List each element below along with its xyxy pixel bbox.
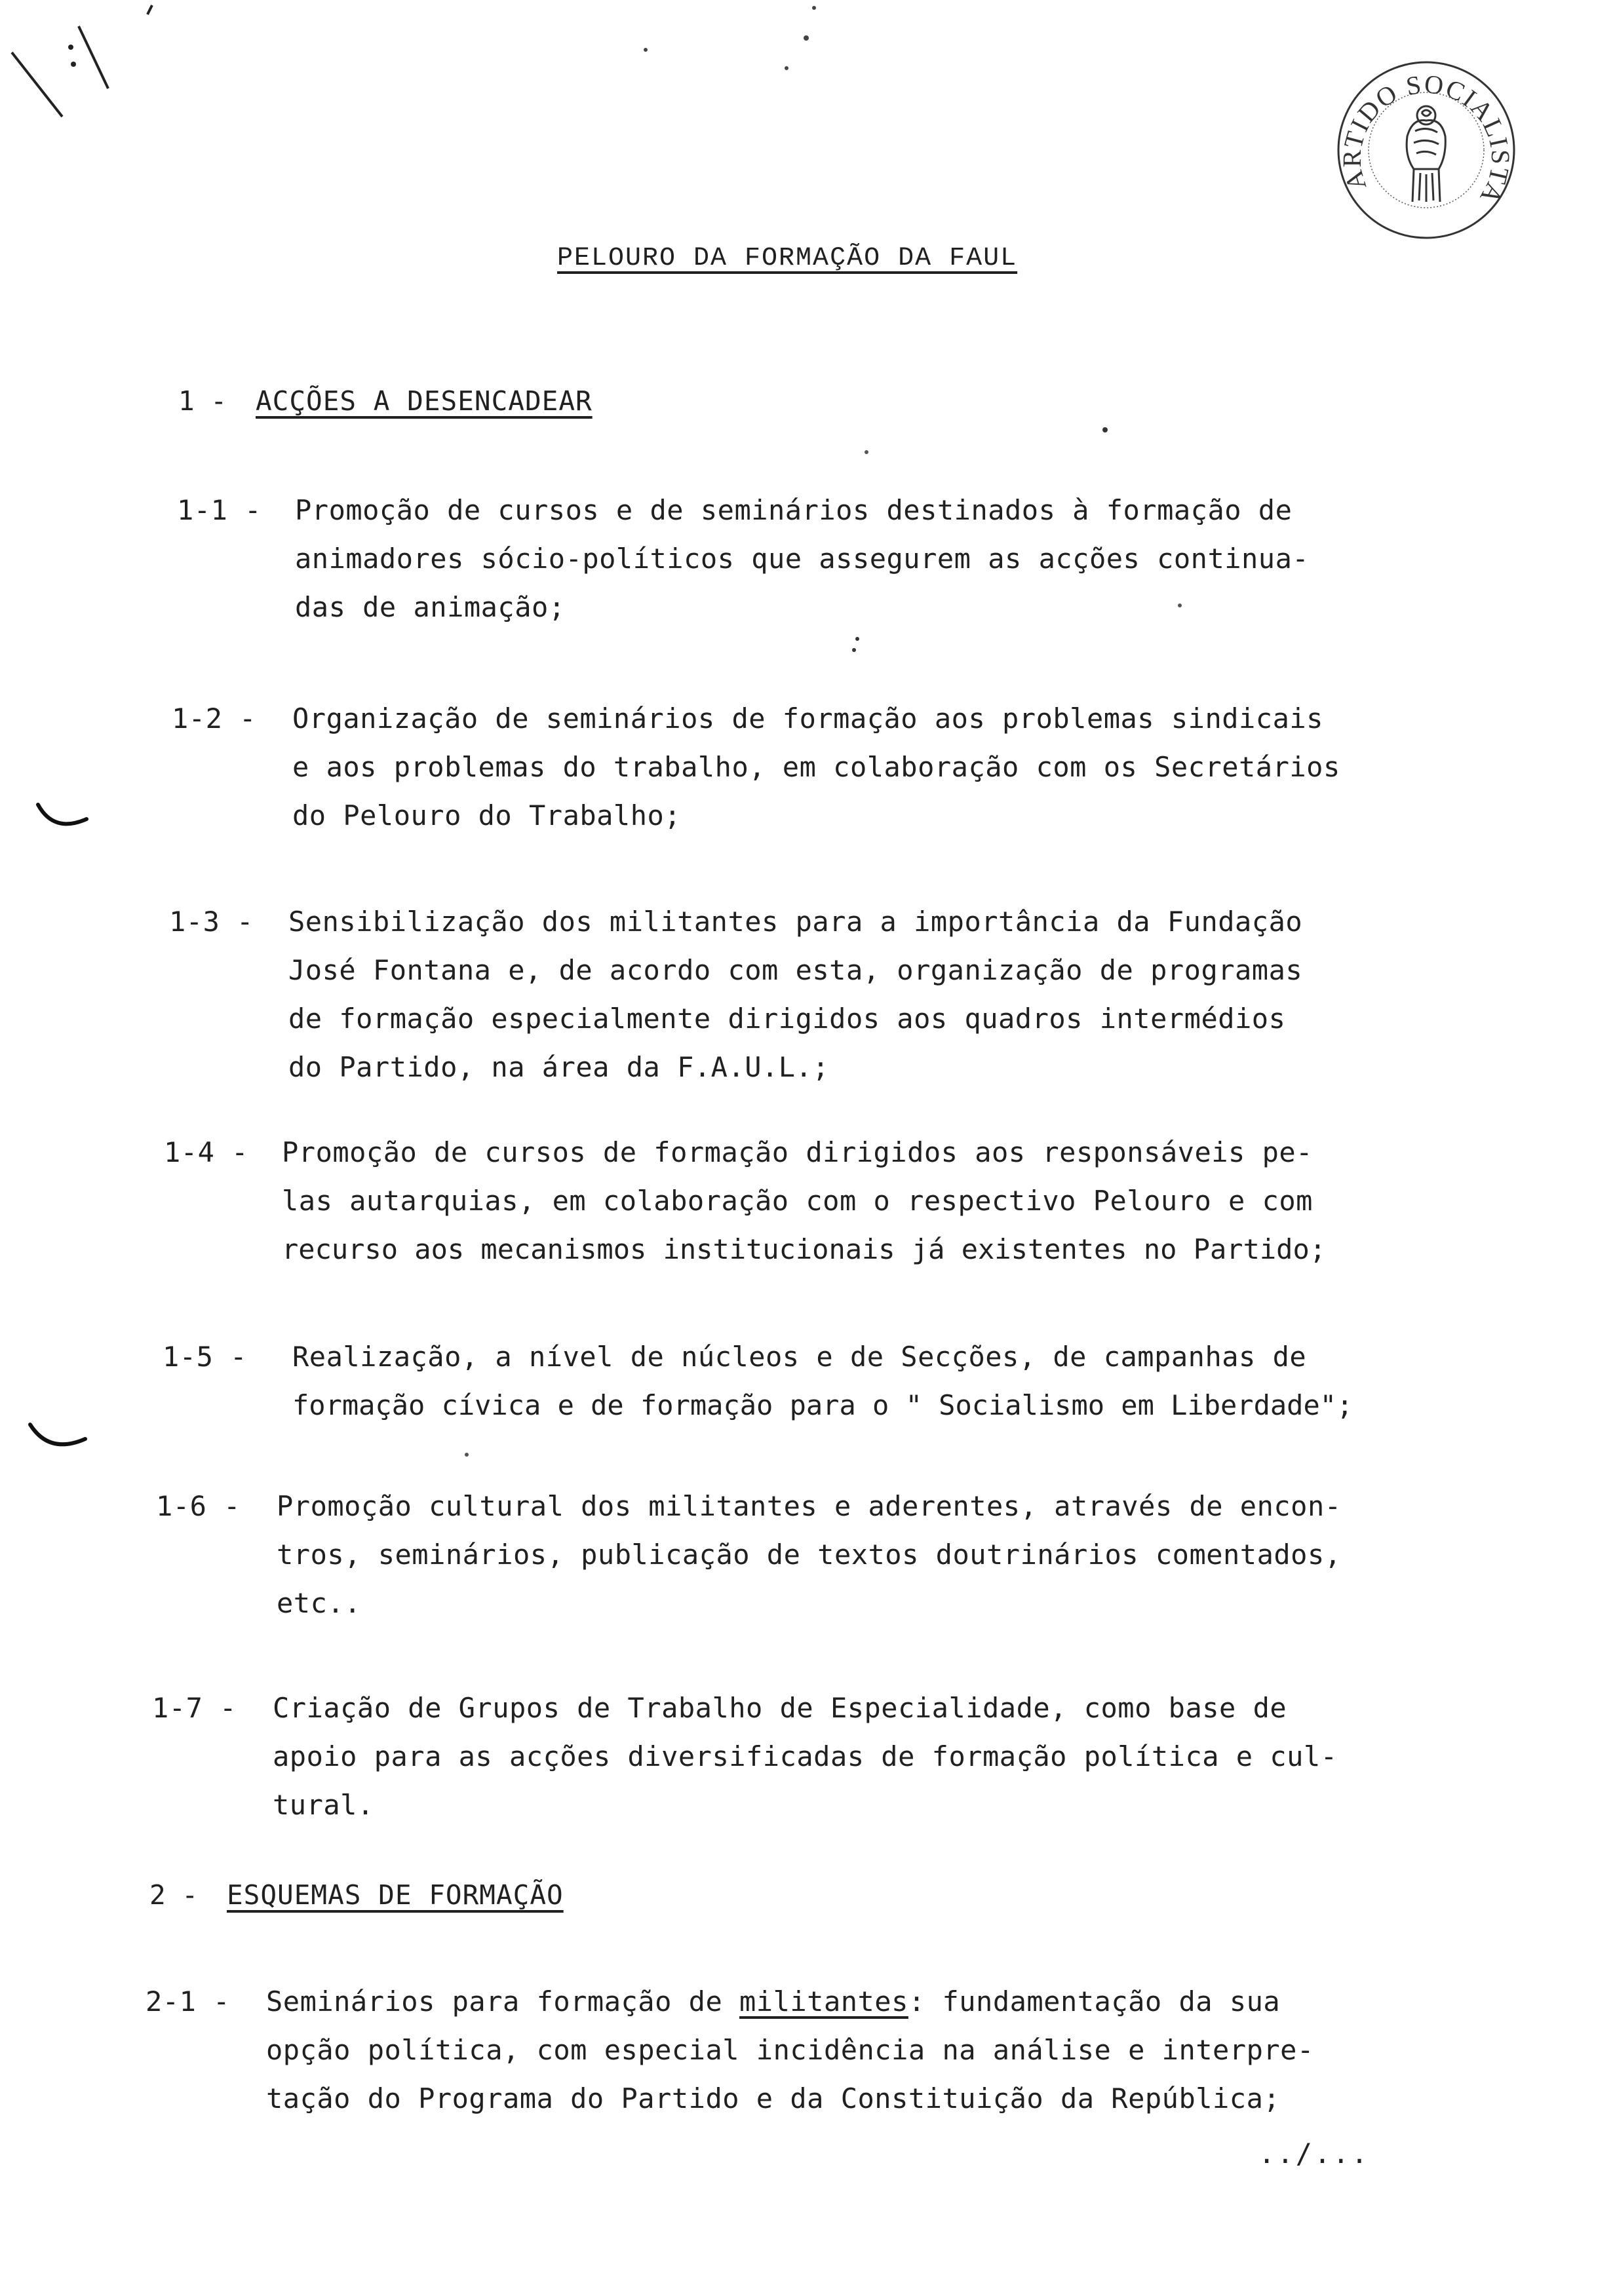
item-text — [292, 695, 1340, 840]
left-margin-punch-mark — [34, 801, 93, 840]
item-line: do Partido, na área da F.A.U.L.; — [288, 1051, 830, 1083]
page-title: PELOURO DA FORMAÇÃO DA FAUL — [557, 244, 1018, 273]
item-line-text: Seminários para formação de — [266, 1985, 740, 2018]
item-text — [295, 486, 1309, 632]
item-number: 1-6 - — [156, 1490, 241, 1522]
item-line: Realização, a nível de núcleos e de Secções, de campanhas de — [292, 1341, 1307, 1373]
item-number: 1-4 - — [164, 1136, 248, 1168]
continued-marker: ../... — [1258, 2137, 1370, 2170]
section-title: ACÇÕES A DESENCADEAR — [256, 385, 593, 417]
item-number: 1-5 - — [163, 1341, 247, 1373]
item-line: tação do Programa do Partido e da Constituição da República; — [266, 2082, 1281, 2114]
item-line: opção política, com especial incidência na análise e interpre- — [266, 2034, 1314, 2066]
item-line: recurso aos mecanismos institucionais já existentes no Partido; — [282, 1233, 1327, 1265]
seal-lettering: ARTIDO SOCIALISTA — [1336, 69, 1516, 210]
handwritten-corner-marks — [0, 0, 170, 131]
item-line: e aos problemas do trabalho, em colaboração com os Secretários — [292, 751, 1340, 783]
section-heading-training-schemes — [149, 1879, 564, 1911]
item-line: Promoção de cursos e de seminários destinados à formação de — [295, 494, 1293, 526]
underlined-term: militantes — [739, 1985, 908, 2018]
item-line-text: : fundamentação da sua — [908, 1985, 1281, 2018]
item-text — [282, 1128, 1326, 1274]
item-line: Sensibilização dos militantes para a importância da Fundação — [288, 906, 1303, 938]
item-line: las autarquias, em colaboração com o respectivo Pelouro e com — [282, 1185, 1313, 1217]
item-line: Criação de Grupos de Trabalho de Especialidade, como base de — [273, 1692, 1287, 1724]
section-number: 2 - — [149, 1879, 199, 1911]
item-line: de formação especialmente dirigidos aos quadros intermédios — [288, 1003, 1286, 1035]
party-seal-stamp — [1334, 58, 1519, 242]
item-line: animadores sócio-políticos que assegurem as acções continua- — [295, 543, 1310, 575]
item-number: 1-2 - — [172, 702, 256, 735]
left-margin-punch-mark — [26, 1421, 92, 1460]
item-line: Organização de seminários de formação aos problemas sindicais — [292, 702, 1323, 735]
item-line — [266, 1978, 1314, 2026]
item-line: do Pelouro do Trabalho; — [292, 799, 682, 832]
item-line: Promoção de cursos de formação dirigidos aos responsáveis pe- — [282, 1136, 1313, 1168]
item-text — [273, 1684, 1338, 1829]
item-text — [266, 1978, 1314, 2123]
fist-rose-icon — [1407, 106, 1445, 202]
item-line: tural. — [273, 1789, 374, 1821]
item-line: etc.. — [277, 1587, 361, 1619]
item-line: apoio para as acções diversificadas de formação política e cul- — [273, 1740, 1338, 1772]
item-line: José Fontana e, de acordo com esta, organização de programas — [288, 954, 1303, 986]
item-number: 1-7 - — [152, 1692, 237, 1724]
section-number: 1 - — [178, 385, 227, 417]
item-text — [288, 898, 1302, 1092]
item-line: das de animação; — [295, 591, 566, 623]
section-title: ESQUEMAS DE FORMAÇÃO — [227, 1879, 564, 1911]
item-number: 1-1 - — [177, 494, 262, 526]
item-number: 1-3 - — [169, 906, 254, 938]
item-text — [277, 1482, 1342, 1628]
section-heading-actions — [178, 385, 593, 417]
item-line: Promoção cultural dos militantes e aderentes, através de encon- — [277, 1490, 1342, 1522]
item-number: 2-1 - — [146, 1985, 230, 2018]
item-line: formação cívica e de formação para o " Socialismo em Liberdade"; — [292, 1389, 1353, 1421]
item-text — [292, 1333, 1353, 1430]
item-line: tros, seminários, publicação de textos doutrinários comentados, — [277, 1539, 1342, 1571]
